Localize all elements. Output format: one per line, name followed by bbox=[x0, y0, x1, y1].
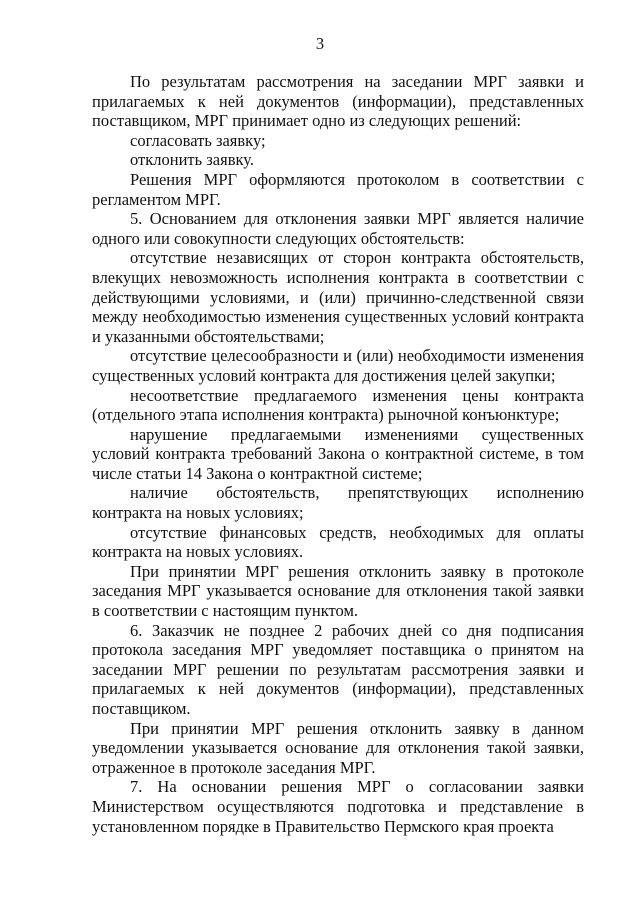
paragraph: отклонить заявку. bbox=[130, 150, 254, 170]
paragraph: отсутствие независящих от сторон контракта обстоятельств, влекущих невозможность исполнения контракта в соответствии с действующими условиями, и (или) причинно-следственной связи между необходимостью изменения существенных условий контракта и указанными обстоятельствами; bbox=[92, 248, 584, 346]
paragraph: наличие обстоятельств, препятствующих исполнению контракта на новых условиях; bbox=[92, 483, 584, 523]
document-body bbox=[92, 72, 584, 836]
paragraph: По результатам рассмотрения на заседании МРГ заявки и прилагаемых к ней документов (информации), представленных поставщиком, МРГ принимает одно из следующих решений: bbox=[92, 72, 584, 131]
paragraph: При принятии МРГ решения отклонить заявку в протоколе заседания МРГ указывается основание для отклонения такой заявки в соответствии с настоящим пунктом. bbox=[92, 561, 584, 621]
paragraph: отсутствие целесообразности и (или) необходимости изменения существенных условий контракта для достижения целей закупки; bbox=[92, 346, 584, 385]
paragraph: Решения МРГ оформляются протоколом в соответствии с регламентом МРГ. bbox=[92, 169, 584, 209]
paragraph: 7. На основании решения МРГ о согласовании заявки Министерством осуществляются подготовка и представление в установленном порядке в Правительство Пермского края проекта bbox=[92, 777, 584, 836]
page-number: 3 bbox=[315, 34, 325, 53]
paragraph: отсутствие финансовых средств, необходимых для оплаты контракта на новых условиях. bbox=[92, 522, 584, 562]
paragraph: 5. Основанием для отклонения заявки МРГ является наличие одного или совокупности следующих обстоятельств: bbox=[92, 209, 584, 248]
paragraph: 6. Заказчик не позднее 2 рабочих дней со дня подписания протокола заседания МРГ уведомляет поставщика о принятом на заседании МРГ решении по результатам рассмотрения заявки и прилагаемых к ней документов (информации), представленных поставщиком. bbox=[92, 620, 584, 718]
paragraph: несоответствие предлагаемого изменения цены контракта (отдельного этапа исполнения контракта) рыночной конъюнктуре; bbox=[92, 385, 584, 425]
paragraph: нарушение предлагаемыми изменениями существенных условий контракта требований Закона о контрактной системе, в том числе статьи 14 Закона о контрактной системе; bbox=[92, 424, 584, 483]
paragraph: При принятии МРГ решения отклонить заявку в данном уведомлении указывается основание для отклонения такой заявки, отраженное в протоколе заседания МРГ. bbox=[92, 718, 584, 777]
paragraph: согласовать заявку; bbox=[130, 130, 266, 150]
